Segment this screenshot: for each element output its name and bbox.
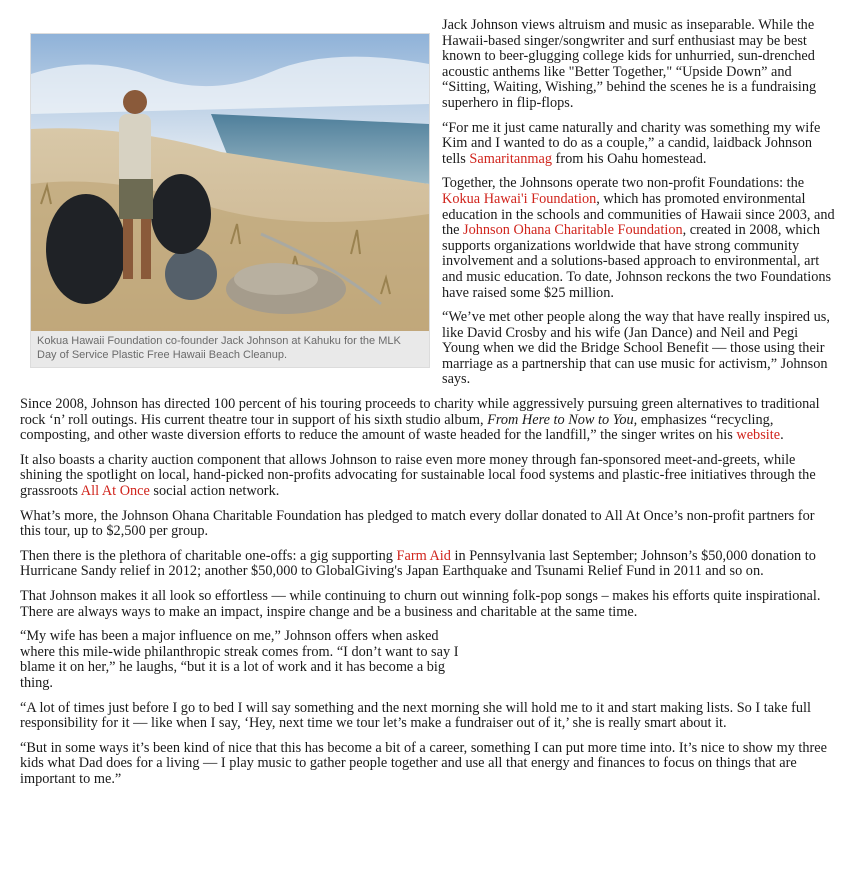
album-title: From Here to Now to You,: [487, 411, 638, 428]
website-link[interactable]: website: [736, 427, 781, 444]
jack-johnson-beach-photo: [31, 34, 429, 331]
paragraph-5: [20, 397, 835, 444]
paragraph-7: What’s more, the Johnson Ohana Charitable Foundation has pledged to match every dollar donated to All At Once’s non-profit partners for this tour, up to $2,500 per group.: [20, 507, 815, 540]
samaritanmag-link[interactable]: Samaritanmag: [469, 150, 552, 167]
paragraph-6-text-b: social action network.: [149, 483, 280, 500]
paragraph-5-text-c: .: [780, 427, 784, 444]
paragraph-1: Jack Johnson views altruism and music as inseparable. While the Hawaii-based singer/songwriter and surf enthusiast may be best known to beer-glugging college kids for unhurried, sun-drenched acoustic anthems like "Better Together," “Upside Down” and “Sitting, Waiting, Wishing,” behind the scenes he is a fundraising superhero in flip-flops.: [442, 17, 817, 111]
farm-aid-link[interactable]: Farm Aid: [396, 547, 451, 564]
paragraph-10: “My wife has been a major influence on me,” Johnson offers when asked where this mile-wide philanthropic streak comes from. “I don’t want to say I blame it on her,” he laughs, “but it is a lot of work and it has become a big thing.: [20, 628, 459, 691]
paragraph-2-text-a: “For me it just came naturally and charity was something my wife Kim and I wanted to do as a couple,” a candid, laidback Johnson tells: [442, 119, 821, 167]
paragraph-8-text-b: in Pennsylvania last September; Johnson’s $50,000 donation to Hurricane Sandy relief in 2012; another $50,000 to GlobalGiving's Japan Earthquake and Tsunami Relief Fund in 2011 and so on.: [20, 547, 816, 580]
figure-caption: Kokua Hawaii Foundation co-founder Jack Johnson at Kahuku for the MLK Day of Service Plastic Free Hawaii Beach Cleanup.: [37, 335, 401, 361]
paragraph-5-text-b: emphasizes “recycling, composting, and other waste diversion efforts to reduce the amount of waste headed for the landfill,” the singer writes on his: [20, 411, 774, 444]
paragraph-2-text-b: from his Oahu homestead.: [551, 150, 707, 167]
paragraph-3-text-a: Together, the Johnsons operate two non-profit Foundations: the: [442, 175, 805, 192]
paragraph-8-text-a: Then there is the plethora of charitable one-offs: a gig supporting: [20, 547, 397, 564]
paragraph-11: “A lot of times just before I go to bed I will say something and the next morning she will hold me to it and start making lists. So I take full responsibility for it — like when I say, ‘Hey, next time we tour let’s make a fundraiser out of it,’ she is really smart about it.: [20, 699, 811, 732]
paragraph-6: [20, 453, 835, 500]
paragraph-6-text-a: It also boasts a charity auction component that allows Johnson to raise even more money through fan-sponsored meet-and-greets, while shining the spotlight on local, hand-picked non-profits advocating for sustainable local food systems and plastic-free initiatives through the grassroots: [20, 451, 816, 500]
johnson-ohana-foundation-link[interactable]: Johnson Ohana Charitable Foundation: [463, 222, 683, 239]
paragraph-8: [20, 549, 835, 580]
paragraph-9: That Johnson makes it all look so effortless — while continuing to churn out winning folk-pop songs – makes his efforts quite inspirational. There are always ways to make an impact, inspire change and be a business and charitable at the same time.: [20, 588, 821, 620]
paragraph-3-text-b: , which has promoted environmental education in the schools and communities of Hawaii since 2003, and the: [442, 190, 835, 239]
article-body: [20, 0, 835, 797]
article-figure: [30, 33, 430, 368]
paragraph-5-text-a: Since 2008, Johnson has directed 100 percent of his touring proceeds to charity while aggressively pursuing green alternatives to traditional rock ‘n’ roll outings. His current theatre tour in support of his sixth studio album,: [20, 396, 820, 428]
paragraph-4: “We’ve met other people along the way that have really inspired us, like David Crosby and his wife (Jan Dance) and Neil and Pegi Young when we did the Bridge School Benefit — those using their marriage as a partnership that can use music for activism,” Johnson says.: [442, 309, 830, 388]
all-at-once-link[interactable]: All At Once: [80, 483, 150, 500]
paragraph-3-text-c: , created in 2008, which supports organizations worldwide that have strong community involvement and a solutions-based approach to environmental, art and music education. To date, Johnson reckons the two Foundations have raised some $25 million.: [442, 222, 832, 301]
paragraph-12: “But in some ways it’s been kind of nice that this has become a bit of a career, something I can put more time into. It’s nice to show my three kids what Dad does for a living — I play music to gather people together and use all that energy and finances to focus on things that are important to me.”: [20, 739, 827, 787]
kokua-hawaii-foundation-link[interactable]: Kokua Hawai'i Foundation: [442, 190, 597, 207]
